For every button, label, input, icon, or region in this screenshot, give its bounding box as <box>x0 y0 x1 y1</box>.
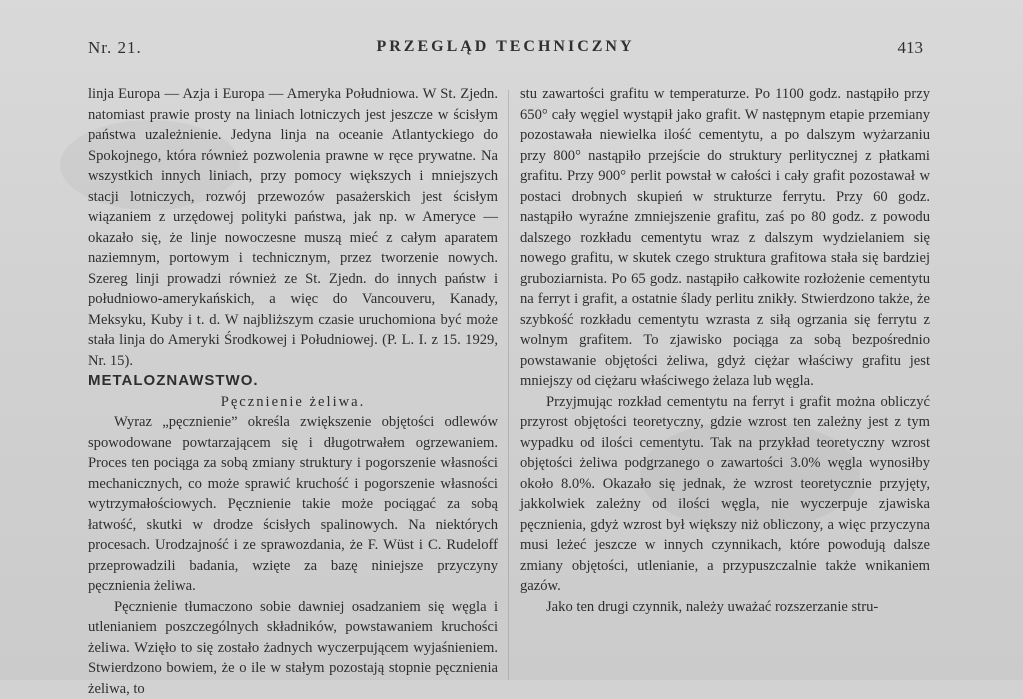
left-column <box>88 84 498 680</box>
journal-title: PRZEGLĄD TECHNICZNY <box>88 38 923 56</box>
issue-number: Nr. 21. <box>88 38 142 58</box>
left-paragraph-1: linja Europa — Azja i Europa — Ameryka Południowa. W St. Zjedn. natomiast prawie prosty na liniach lotniczych jest jeszcze w ścisłym państwa uzależnienie. Jedyna linja na oceanie Atlantyckiego do Spokojnego, która również pozwolenia prawne w ręce prywatne. Na wszystkich innych liniach, przy pomocy większych i mniejszych stacji lotniczych, rozwój przewozów pasażerskich jest ścisłym wiązaniem z urzędowej polityki państwa, jak np. w Ameryce — okazało się, że linje nowoczesne muszą mieć z całym aparatem naziemnym, portowym i technicznym, przez tworzenie nowych. Szereg linji prowadzi również ze St. Zjedn. do innych państw i południowo-amerykańskich, a więc do Vancouveru, Kanady, Meksyku, Kuby i t. d. W najbliższym czasie uruchomiona być może stała linja do Ameryki Środkowej i Południowej. (P. L. I. z 15. 1929, Nr. 15). <box>88 84 498 371</box>
left-paragraph-2: Wyraz „pęcznienie” określa zwiększenie objętości odlewów spowodowane powtarzającem się i długotrwałem ogrzewaniem. Proces ten pociąga za sobą zmiany struktury i pogorszenie własności mechanicznych, co może sprawić kruchość i pogorszenie własności wytrzymałościowych. Pęcznienie takie może pociągać za sobą łatwość, skutki w drodze ścisłych spalinowych. Na niektórych procesach. Urodzajność i ze sprawozdania, że F. Wüst i C. Rudeloff przeprowadzili badania, wzięte za bazę niniejsze przyczyny pęcznienia żeliwa. <box>88 412 498 597</box>
page-header <box>88 38 923 64</box>
right-paragraph-2: Przyjmując rozkład cementytu na ferryt i grafit można obliczyć przyrost objętości teoretyczny, gdzie wzrost ten zależny jest z tym wypadku od ilości cementytu. Tak na przykład teoretyczny wzrost objętości żeliwa podgrzanego o zawartości 3.0% węgla wynosiłby około 8.0%. Okazało się jednak, że wzrost teoretycznie przyjęty, jakkolwiek zależny od ilości węgla, nie wyczerpuje zjawiska pęcznienia, gdyż wzrost był większy niż obliczony, a więc przyczyna musi leżeć jeszcze w innych czynnikach, które powodują dalsze zmiany objętości, utlenianie, a przypuszczalnie także wnikaniem gazów. <box>520 392 930 597</box>
left-paragraph-3: Pęcznienie tłumaczono sobie dawniej osadzaniem się węgla i utlenianiem poszczególnych składników, powstawaniem kruchości żeliwa. Wzięło to się zostało żadnych wyczerpującem wyjaśnieniem. Stwierdzono bowiem, że o ile w stałym pozostają stopnie pęcznienia żeliwa, to <box>88 597 498 699</box>
section-title: METALOZNAWSTWO. <box>88 371 498 392</box>
page-number: 413 <box>898 38 924 58</box>
right-paragraph-1: stu zawartości grafitu w temperaturze. Po 1100 godz. nastąpiło przy 650° cały węgiel wystąpił jako grafit. W następnym etapie przemiany pozostawała niewielka ilość cementytu, a po dalszym wyżarzaniu przy 800° nastąpiło przejście do struktury perlitycznej z płatkami grafitu. Przy 900° perlit powstał w całości i cały grafit pozostawał w postaci drobnych skupień w strukturze ferrytu. Przy 60 godz. nastąpiło wyraźne zmniejszenie grafitu, zaś po 80 godz. z powodu dalszego rozkładu cementytu wraz z dalszym wydzielaniem się nowego grafitu, w skutek czego struktura grafitowa stała się bardziej gruboziarnista. Po 65 godz. nastąpiło całkowite rozłożenie cementytu na ferryt i grafit, a ostatnie ślady perlitu znikły. Stwierdzono także, że szybkość rozkładu cementytu wzrasta z siłą ogrzania się ferrytu z wolnym grafitem. To zjawisko pociąga za sobą bezpośrednio powstawanie objętości żeliwa, gdyż ciężar właściwy grafitu jest mniejszy od ciężaru właściwego żelaza lub węgla. <box>520 84 930 392</box>
subsection-title: Pęcznienie żeliwa. <box>88 392 498 413</box>
right-paragraph-3: Jako ten drugi czynnik, należy uważać rozszerzanie stru- <box>520 597 930 618</box>
right-column <box>520 84 930 680</box>
column-divider <box>508 90 509 680</box>
